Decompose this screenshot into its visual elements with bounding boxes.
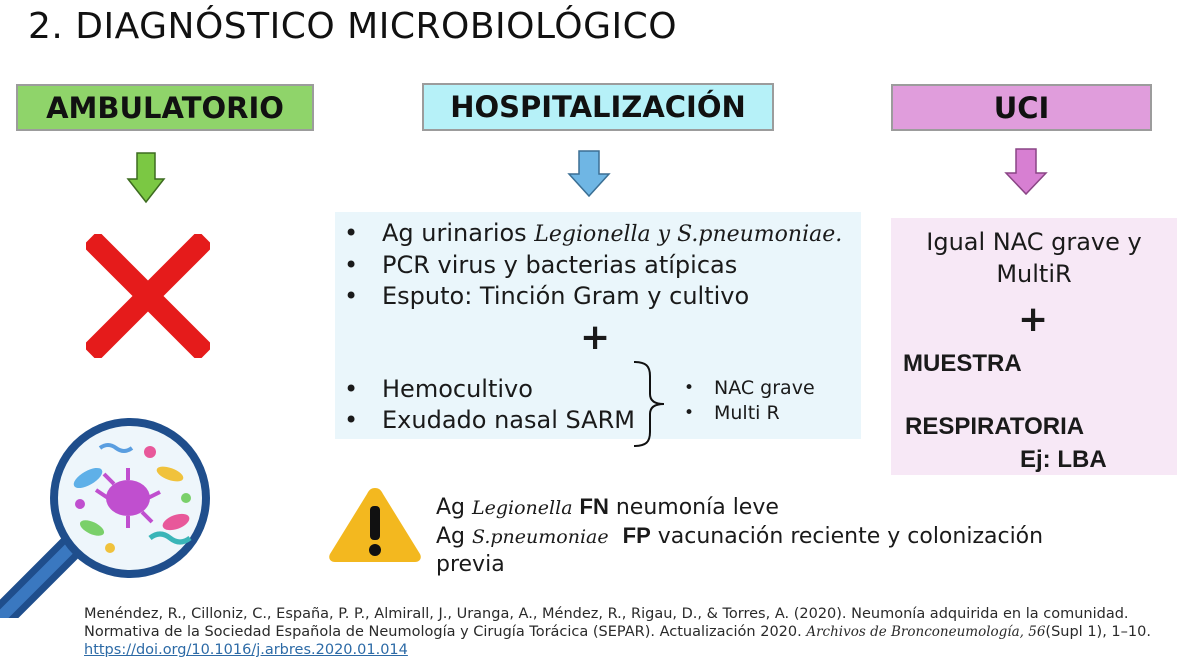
arrow-down-icon <box>1004 148 1048 196</box>
bullet-icon: • <box>344 375 359 403</box>
conditions-list <box>684 376 815 426</box>
list-item: • NAC grave <box>684 377 815 399</box>
plus-sign: + <box>580 317 611 358</box>
bullet-icon: • <box>344 219 359 247</box>
list-item: • Multi R <box>684 402 780 424</box>
header-ambulatorio: AMBULATORIO <box>16 84 314 131</box>
list-item: • PCR virus y bacterias atípicas <box>344 251 738 279</box>
warning-note-continuation: previa <box>436 552 505 577</box>
citation: Menéndez, R., Cilloniz, C., España, P. P., Almirall, J., Uranga, A., Méndez, R., Rigau, D., & Torres, A. (2020). Neumonía adquirida en la comunidad. Normativa de la Sociedad Española de Neumología y Cirugía Torácica (SEPAR). Actualización 2020. Archivos de Bronconeumología, 56(Supl 1), 1–10. https://doi.org/10.1016/j.arbres.2020.01.014 <box>84 606 1151 658</box>
cross-icon <box>86 234 210 358</box>
bullet-icon: • <box>344 406 359 434</box>
list-item: • Hemocultivo <box>344 375 533 403</box>
hospitalizacion-list-bottom <box>338 374 635 436</box>
warning-note-legionella: Ag Legionella FN neumonía leve <box>436 494 779 520</box>
bullet-icon: • <box>344 251 359 279</box>
uci-muestra: MUESTRA <box>903 350 1022 377</box>
brace-icon <box>630 360 670 448</box>
slide-title: 2. DIAGNÓSTICO MICROBIOLÓGICO <box>28 6 678 47</box>
bullet-icon: • <box>684 378 695 398</box>
doi-link[interactable]: https://doi.org/10.1016/j.arbres.2020.01.014 <box>84 642 408 658</box>
magnifier-bacteria-icon <box>0 418 240 618</box>
bullet-icon: • <box>684 403 695 423</box>
arrow-down-icon <box>567 150 611 198</box>
warning-note-pneumoniae: Ag S.pneumoniae FP vacunación reciente y colonización <box>436 523 1044 549</box>
bullet-icon: • <box>344 282 359 310</box>
header-hospitalizacion: HOSPITALIZACIÓN <box>422 83 774 131</box>
warning-icon <box>326 484 424 564</box>
uci-example: Ej: LBA <box>1020 446 1107 473</box>
uci-description: Igual NAC grave y MultiR <box>926 228 1142 288</box>
plus-sign: + <box>1018 299 1049 340</box>
list-item: • Exudado nasal SARM <box>344 406 635 434</box>
header-uci: UCI <box>891 84 1152 131</box>
uci-respiratoria: RESPIRATORIA <box>905 413 1085 440</box>
arrow-down-icon <box>126 152 166 204</box>
hospitalizacion-list-top <box>338 218 842 312</box>
list-item: • Ag urinarios Legionella y S.pneumoniae. <box>344 219 843 247</box>
list-item: • Esputo: Tinción Gram y cultivo <box>344 282 750 310</box>
